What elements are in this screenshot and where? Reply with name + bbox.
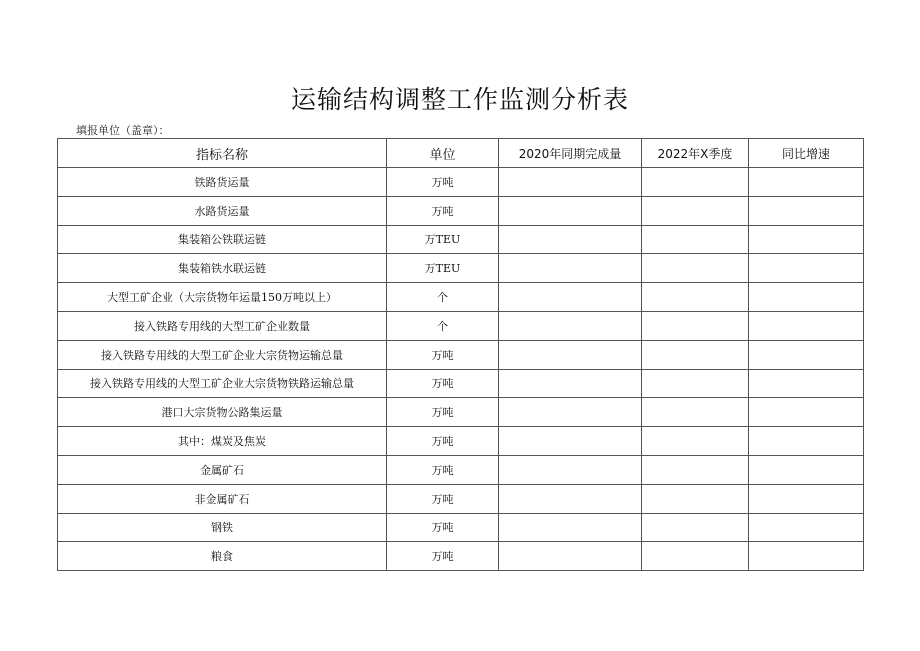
cell-completed-2020[interactable] <box>499 484 642 513</box>
table-row <box>58 542 864 571</box>
cell-quarter-2022[interactable] <box>642 283 749 312</box>
cell-indicator: 大型工矿企业（大宗货物年运量150万吨以上） <box>58 283 387 312</box>
cell-unit: 万吨 <box>387 513 499 542</box>
cell-yoy-growth[interactable] <box>749 513 864 542</box>
cell-completed-2020[interactable] <box>499 398 642 427</box>
monitoring-table <box>57 138 864 571</box>
cell-unit: 万TEU <box>387 254 499 283</box>
cell-indicator: 集装箱公铁联运链 <box>58 225 387 254</box>
cell-indicator: 钢铁 <box>58 513 387 542</box>
cell-indicator: 非金属矿石 <box>58 484 387 513</box>
table-row <box>58 455 864 484</box>
cell-quarter-2022[interactable] <box>642 455 749 484</box>
cell-completed-2020[interactable] <box>499 369 642 398</box>
header-completed-2020: 2020年同期完成量 <box>499 139 642 168</box>
table-row <box>58 340 864 369</box>
cell-completed-2020[interactable] <box>499 542 642 571</box>
cell-unit: 万吨 <box>387 455 499 484</box>
cell-quarter-2022[interactable] <box>642 225 749 254</box>
cell-indicator: 金属矿石 <box>58 455 387 484</box>
table-row <box>58 311 864 340</box>
cell-quarter-2022[interactable] <box>642 311 749 340</box>
cell-quarter-2022[interactable] <box>642 427 749 456</box>
table-row <box>58 484 864 513</box>
cell-completed-2020[interactable] <box>499 455 642 484</box>
cell-yoy-growth[interactable] <box>749 484 864 513</box>
cell-yoy-growth[interactable] <box>749 168 864 197</box>
header-indicator: 指标名称 <box>58 139 387 168</box>
table-row <box>58 398 864 427</box>
table-row <box>58 225 864 254</box>
cell-yoy-growth[interactable] <box>749 455 864 484</box>
table-row <box>58 168 864 197</box>
cell-yoy-growth[interactable] <box>749 225 864 254</box>
cell-unit: 万吨 <box>387 427 499 456</box>
cell-indicator: 铁路货运量 <box>58 168 387 197</box>
cell-quarter-2022[interactable] <box>642 340 749 369</box>
table-row <box>58 369 864 398</box>
cell-quarter-2022[interactable] <box>642 168 749 197</box>
table-row <box>58 283 864 312</box>
cell-yoy-growth[interactable] <box>749 427 864 456</box>
table-header-row <box>58 139 864 168</box>
cell-quarter-2022[interactable] <box>642 542 749 571</box>
cell-completed-2020[interactable] <box>499 283 642 312</box>
cell-completed-2020[interactable] <box>499 513 642 542</box>
cell-unit: 万吨 <box>387 340 499 369</box>
cell-unit: 万吨 <box>387 168 499 197</box>
cell-completed-2020[interactable] <box>499 311 642 340</box>
cell-indicator: 接入铁路专用线的大型工矿企业大宗货物铁路运输总量 <box>58 369 387 398</box>
cell-quarter-2022[interactable] <box>642 484 749 513</box>
cell-indicator: 接入铁路专用线的大型工矿企业数量 <box>58 311 387 340</box>
page-title: 运输结构调整工作监测分析表 <box>290 85 629 114</box>
cell-unit: 万吨 <box>387 369 499 398</box>
cell-yoy-growth[interactable] <box>749 398 864 427</box>
cell-completed-2020[interactable] <box>499 427 642 456</box>
header-yoy-growth: 同比增速 <box>749 139 864 168</box>
cell-indicator: 粮食 <box>58 542 387 571</box>
table-row <box>58 254 864 283</box>
header-quarter-2022: 2022年X季度 <box>642 139 749 168</box>
cell-yoy-growth[interactable] <box>749 369 864 398</box>
cell-unit: 万吨 <box>387 398 499 427</box>
cell-unit: 个 <box>387 283 499 312</box>
fill-unit-label: 填报单位（盖章）： <box>76 124 170 137</box>
cell-yoy-growth[interactable] <box>749 254 864 283</box>
cell-unit: 个 <box>387 311 499 340</box>
cell-yoy-growth[interactable] <box>749 340 864 369</box>
cell-completed-2020[interactable] <box>499 196 642 225</box>
cell-yoy-growth[interactable] <box>749 283 864 312</box>
cell-indicator: 水路货运量 <box>58 196 387 225</box>
cell-unit: 万吨 <box>387 484 499 513</box>
table-body <box>58 168 864 571</box>
cell-unit: 万TEU <box>387 225 499 254</box>
cell-yoy-growth[interactable] <box>749 311 864 340</box>
table-row <box>58 427 864 456</box>
cell-quarter-2022[interactable] <box>642 369 749 398</box>
cell-quarter-2022[interactable] <box>642 254 749 283</box>
table-row <box>58 196 864 225</box>
table-row <box>58 513 864 542</box>
cell-indicator: 集装箱铁水联运链 <box>58 254 387 283</box>
cell-unit: 万吨 <box>387 196 499 225</box>
cell-unit: 万吨 <box>387 542 499 571</box>
cell-completed-2020[interactable] <box>499 340 642 369</box>
cell-indicator: 接入铁路专用线的大型工矿企业大宗货物运输总量 <box>58 340 387 369</box>
cell-quarter-2022[interactable] <box>642 513 749 542</box>
cell-completed-2020[interactable] <box>499 225 642 254</box>
cell-completed-2020[interactable] <box>499 168 642 197</box>
cell-yoy-growth[interactable] <box>749 196 864 225</box>
header-unit: 单位 <box>387 139 499 168</box>
cell-yoy-growth[interactable] <box>749 542 864 571</box>
cell-completed-2020[interactable] <box>499 254 642 283</box>
cell-indicator: 其中：煤炭及焦炭 <box>58 427 387 456</box>
cell-quarter-2022[interactable] <box>642 196 749 225</box>
cell-indicator: 港口大宗货物公路集运量 <box>58 398 387 427</box>
cell-quarter-2022[interactable] <box>642 398 749 427</box>
